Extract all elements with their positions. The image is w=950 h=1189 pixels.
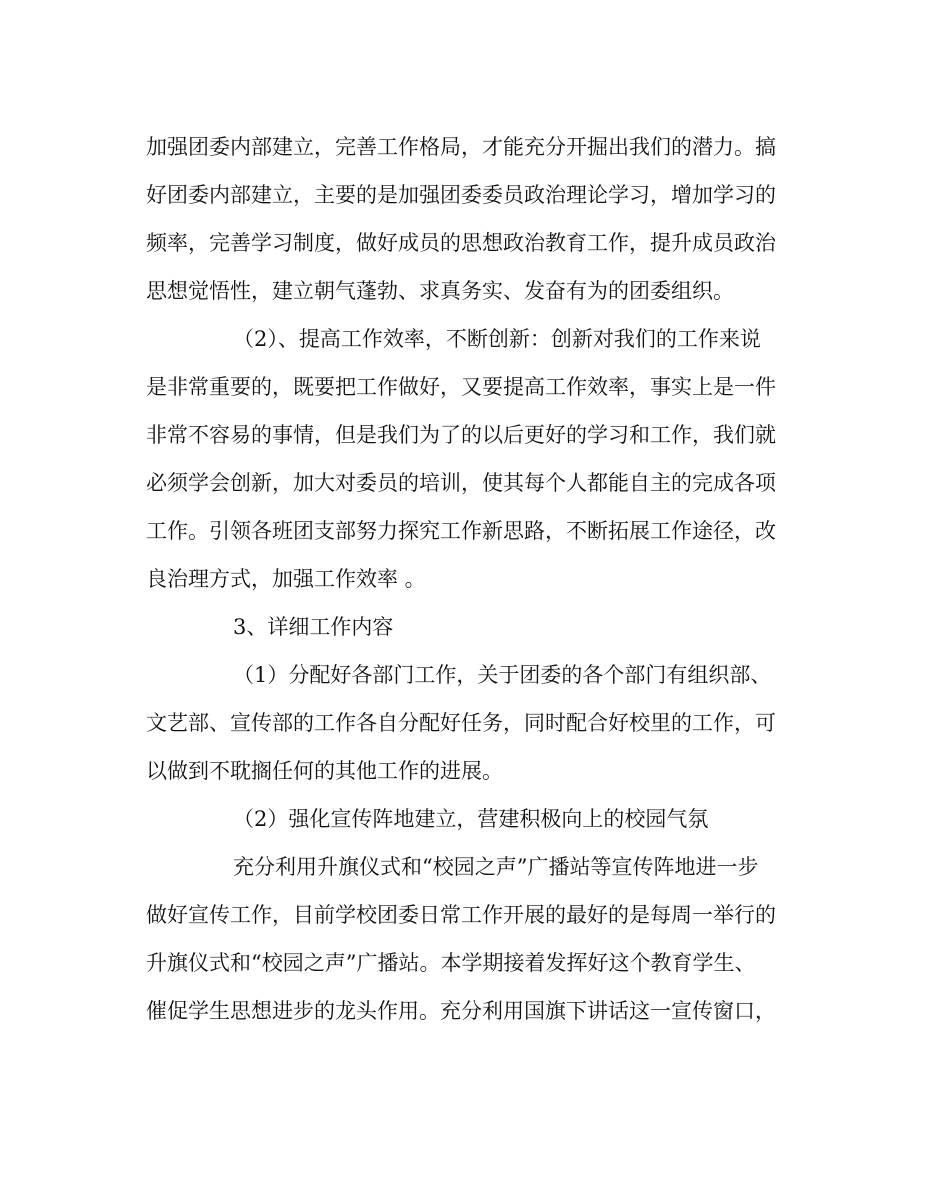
text-line: 文艺部、宣传部的工作各自分配好任务，同时配合好校里的工作，可	[146, 711, 776, 735]
text-line: 好团委内部建立，主要的是加强团委委员政治理论学习，增加学习的	[146, 183, 776, 207]
text-line: 必须学会创新，加大对委员的培训，使其每个人都能自主的完成各项	[146, 471, 776, 495]
text-line: 频率，完善学习制度，做好成员的思想政治教育工作，提升成员政治	[146, 231, 776, 255]
section-heading: 3、详细工作内容	[233, 615, 394, 639]
text-line: 思想觉悟性，建立朝气蓬勃、求真务实、发奋有为的团委组织。	[146, 279, 734, 303]
text-line: 是非常重要的，既要把工作做好，又要提高工作效率，事实上是一件	[146, 375, 776, 399]
text-line: 以做到不耽搁任何的其他工作的进展。	[146, 759, 503, 783]
text-line: 非常不容易的事情，但是我们为了的以后更好的学习和工作，我们就	[146, 423, 776, 447]
text-line: 工作。引领各班团支部努力探究工作新思路，不断拓展工作途径，改	[146, 519, 776, 543]
text-line: 加强团委内部建立，完善工作格局，才能充分开掘出我们的潜力。搞	[146, 135, 776, 159]
text-line: （2）、提高工作效率，不断创新：创新对我们的工作来说	[233, 327, 761, 351]
text-line: 充分利用升旗仪式和“校园之声”广播站等宣传阵地进一步	[233, 855, 759, 879]
text-line: （1）分配好各部门工作，关于团委的各个部门有组织部、	[233, 663, 772, 687]
text-line: 做好宣传工作，目前学校团委日常工作开展的最好的是每周一举行的	[146, 903, 776, 927]
subsection-heading: （2）强化宣传阵地建立，营建积极向上的校园气氛	[233, 807, 709, 831]
text-line: 升旗仪式和“校园之声”广播站。本学期接着发挥好这个教育学生、	[146, 951, 756, 975]
text-line: 催促学生思想进步的龙头作用。充分利用国旗下讲话这一宣传窗口，	[146, 999, 776, 1023]
text-line: 良治理方式，加强工作效率 。	[146, 567, 426, 591]
